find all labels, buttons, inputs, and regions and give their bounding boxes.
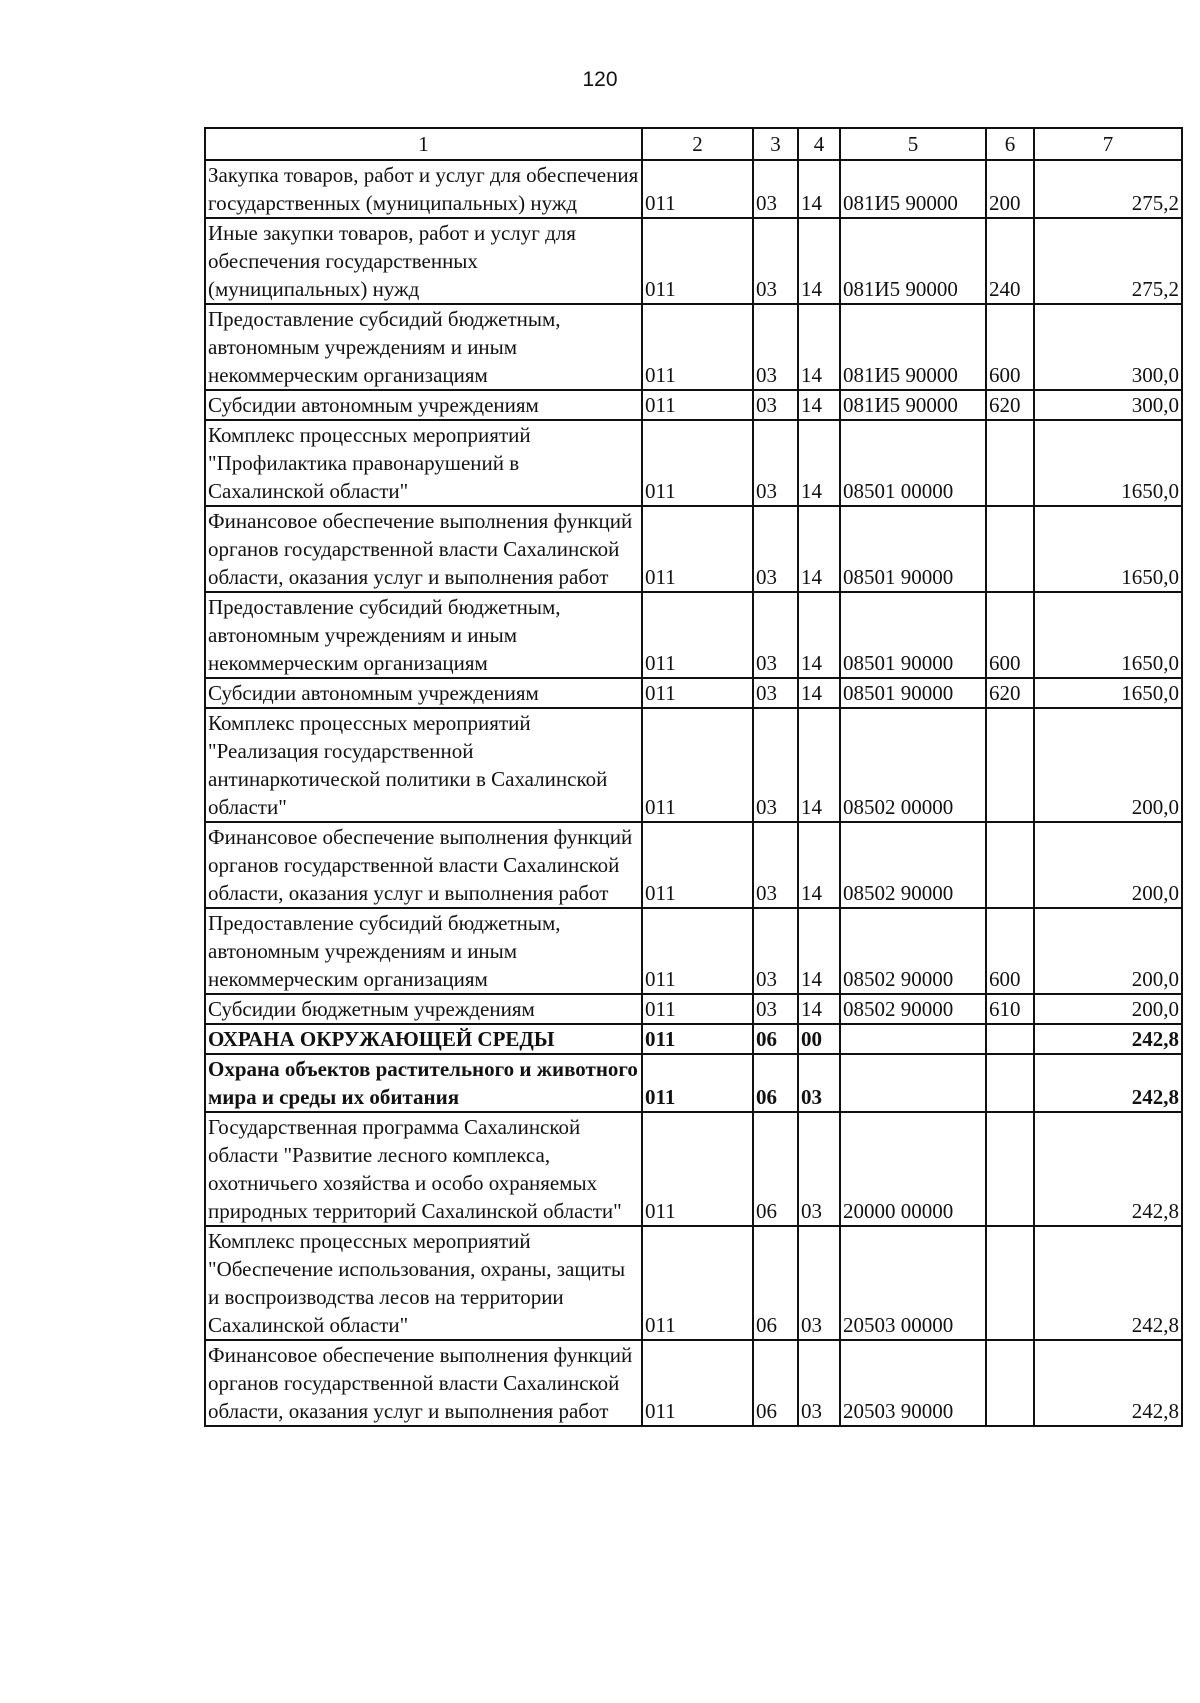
expense-type-cell xyxy=(986,420,1034,506)
row-name-cell: Комплекс процессных мероприятий "Реализация государственной антинаркотической политики в Сахалинской области" xyxy=(205,708,642,822)
subsection-cell: 14 xyxy=(798,304,840,390)
amount-cell: 300,0 xyxy=(1034,390,1182,420)
admin-code-cell: 011 xyxy=(642,994,753,1024)
amount-cell: 242,8 xyxy=(1034,1112,1182,1226)
section-cell: 03 xyxy=(753,678,798,708)
subsection-cell: 03 xyxy=(798,1054,840,1112)
section-cell: 03 xyxy=(753,708,798,822)
row-name-cell: Субсидии автономным учреждениям xyxy=(205,678,642,708)
table-row xyxy=(205,160,1182,218)
section-cell: 06 xyxy=(753,1054,798,1112)
expense-type-cell xyxy=(986,506,1034,592)
admin-code-cell: 011 xyxy=(642,708,753,822)
subsection-cell: 14 xyxy=(798,822,840,908)
admin-code-cell: 011 xyxy=(642,304,753,390)
section-cell: 03 xyxy=(753,390,798,420)
admin-code-cell: 011 xyxy=(642,592,753,678)
row-name-cell: Предоставление субсидий бюджетным, автономным учреждениям и иным некоммерческим организациям xyxy=(205,304,642,390)
expense-type-cell: 240 xyxy=(986,218,1034,304)
target-article-cell: 08502 90000 xyxy=(840,908,986,994)
budget-table xyxy=(204,127,1183,1427)
column-header: 5 xyxy=(840,128,986,160)
section-cell: 03 xyxy=(753,160,798,218)
target-article-cell: 081И5 90000 xyxy=(840,218,986,304)
target-article-cell: 08501 90000 xyxy=(840,678,986,708)
row-name-cell: Охрана объектов растительного и животного мира и среды их обитания xyxy=(205,1054,642,1112)
expense-type-cell: 200 xyxy=(986,160,1034,218)
target-article-cell xyxy=(840,1024,986,1054)
admin-code-cell: 011 xyxy=(642,390,753,420)
subsection-cell: 14 xyxy=(798,678,840,708)
table-row xyxy=(205,1054,1182,1112)
subsection-cell: 14 xyxy=(798,390,840,420)
amount-cell: 200,0 xyxy=(1034,994,1182,1024)
column-header: 7 xyxy=(1034,128,1182,160)
section-cell: 06 xyxy=(753,1340,798,1426)
target-article-cell: 081И5 90000 xyxy=(840,304,986,390)
row-name-cell: Предоставление субсидий бюджетным, автономным учреждениям и иным некоммерческим организациям xyxy=(205,908,642,994)
amount-cell: 200,0 xyxy=(1034,822,1182,908)
row-name-cell: Комплекс процессных мероприятий "Обеспечение использования, охраны, защиты и воспроизводства лесов на территории Сахалинской области" xyxy=(205,1226,642,1340)
admin-code-cell: 011 xyxy=(642,1226,753,1340)
subsection-cell: 14 xyxy=(798,218,840,304)
expense-type-cell: 610 xyxy=(986,994,1034,1024)
row-name-cell: Государственная программа Сахалинской области "Развитие лесного комплекса, охотничьего хозяйства и особо охраняемых природных территорий Сахалинской области" xyxy=(205,1112,642,1226)
amount-cell: 1650,0 xyxy=(1034,420,1182,506)
row-name-cell: Субсидии автономным учреждениям xyxy=(205,390,642,420)
amount-cell: 200,0 xyxy=(1034,908,1182,994)
table-row xyxy=(205,1340,1182,1426)
expense-type-cell xyxy=(986,1340,1034,1426)
row-name-cell: Закупка товаров, работ и услуг для обеспечения государственных (муниципальных) нужд xyxy=(205,160,642,218)
section-cell: 03 xyxy=(753,506,798,592)
target-article-cell: 08501 90000 xyxy=(840,592,986,678)
expense-type-cell xyxy=(986,1112,1034,1226)
target-article-cell: 08502 90000 xyxy=(840,822,986,908)
section-cell: 03 xyxy=(753,304,798,390)
row-name-cell: Финансовое обеспечение выполнения функций органов государственной власти Сахалинской области, оказания услуг и выполнения работ xyxy=(205,506,642,592)
column-header: 3 xyxy=(753,128,798,160)
table-row xyxy=(205,218,1182,304)
section-cell: 03 xyxy=(753,994,798,1024)
admin-code-cell: 011 xyxy=(642,1024,753,1054)
target-article-cell xyxy=(840,1054,986,1112)
target-article-cell: 081И5 90000 xyxy=(840,160,986,218)
subsection-cell: 14 xyxy=(798,994,840,1024)
amount-cell: 242,8 xyxy=(1034,1226,1182,1340)
admin-code-cell: 011 xyxy=(642,678,753,708)
row-name-cell: Субсидии бюджетным учреждениям xyxy=(205,994,642,1024)
amount-cell: 1650,0 xyxy=(1034,678,1182,708)
amount-cell: 1650,0 xyxy=(1034,506,1182,592)
section-cell: 06 xyxy=(753,1112,798,1226)
admin-code-cell: 011 xyxy=(642,1054,753,1112)
target-article-cell: 20503 90000 xyxy=(840,1340,986,1426)
amount-cell: 242,8 xyxy=(1034,1024,1182,1054)
table-row xyxy=(205,304,1182,390)
admin-code-cell: 011 xyxy=(642,420,753,506)
section-cell: 06 xyxy=(753,1226,798,1340)
expense-type-cell xyxy=(986,1054,1034,1112)
table-row xyxy=(205,822,1182,908)
row-name-cell: Иные закупки товаров, работ и услуг для обеспечения государственных (муниципальных) нужд xyxy=(205,218,642,304)
admin-code-cell: 011 xyxy=(642,506,753,592)
table-row xyxy=(205,1024,1182,1054)
row-name-cell: ОХРАНА ОКРУЖАЮЩЕЙ СРЕДЫ xyxy=(205,1024,642,1054)
amount-cell: 275,2 xyxy=(1034,160,1182,218)
subsection-cell: 00 xyxy=(798,1024,840,1054)
target-article-cell: 20503 00000 xyxy=(840,1226,986,1340)
expense-type-cell: 620 xyxy=(986,678,1034,708)
expense-type-cell xyxy=(986,822,1034,908)
row-name-cell: Комплекс процессных мероприятий "Профилактика правонарушений в Сахалинской области" xyxy=(205,420,642,506)
admin-code-cell: 011 xyxy=(642,822,753,908)
amount-cell: 242,8 xyxy=(1034,1340,1182,1426)
table-row xyxy=(205,678,1182,708)
target-article-cell: 08502 90000 xyxy=(840,994,986,1024)
target-article-cell: 08502 00000 xyxy=(840,708,986,822)
table-row xyxy=(205,908,1182,994)
row-name-cell: Предоставление субсидий бюджетным, автономным учреждениям и иным некоммерческим организациям xyxy=(205,592,642,678)
table-header-row xyxy=(205,128,1182,160)
table-row xyxy=(205,506,1182,592)
column-header: 4 xyxy=(798,128,840,160)
column-header: 6 xyxy=(986,128,1034,160)
expense-type-cell xyxy=(986,708,1034,822)
row-name-cell: Финансовое обеспечение выполнения функций органов государственной власти Сахалинской области, оказания услуг и выполнения работ xyxy=(205,1340,642,1426)
target-article-cell: 08501 00000 xyxy=(840,420,986,506)
amount-cell: 300,0 xyxy=(1034,304,1182,390)
section-cell: 03 xyxy=(753,218,798,304)
section-cell: 03 xyxy=(753,420,798,506)
admin-code-cell: 011 xyxy=(642,160,753,218)
table-body xyxy=(205,160,1182,1426)
expense-type-cell: 620 xyxy=(986,390,1034,420)
target-article-cell: 081И5 90000 xyxy=(840,390,986,420)
expense-type-cell xyxy=(986,1226,1034,1340)
admin-code-cell: 011 xyxy=(642,218,753,304)
subsection-cell: 14 xyxy=(798,708,840,822)
subsection-cell: 14 xyxy=(798,420,840,506)
expense-type-cell xyxy=(986,1024,1034,1054)
amount-cell: 242,8 xyxy=(1034,1054,1182,1112)
subsection-cell: 03 xyxy=(798,1226,840,1340)
column-header: 2 xyxy=(642,128,753,160)
column-header: 1 xyxy=(205,128,642,160)
table-row xyxy=(205,708,1182,822)
subsection-cell: 14 xyxy=(798,506,840,592)
table-row xyxy=(205,592,1182,678)
admin-code-cell: 011 xyxy=(642,1340,753,1426)
section-cell: 06 xyxy=(753,1024,798,1054)
table-row xyxy=(205,994,1182,1024)
subsection-cell: 14 xyxy=(798,908,840,994)
page-number: 120 xyxy=(582,68,618,91)
amount-cell: 200,0 xyxy=(1034,708,1182,822)
subsection-cell: 14 xyxy=(798,160,840,218)
subsection-cell: 03 xyxy=(798,1112,840,1226)
table-row xyxy=(205,390,1182,420)
section-cell: 03 xyxy=(753,908,798,994)
expense-type-cell: 600 xyxy=(986,908,1034,994)
target-article-cell: 20000 00000 xyxy=(840,1112,986,1226)
expense-type-cell: 600 xyxy=(986,304,1034,390)
expense-type-cell: 600 xyxy=(986,592,1034,678)
subsection-cell: 03 xyxy=(798,1340,840,1426)
subsection-cell: 14 xyxy=(798,592,840,678)
admin-code-cell: 011 xyxy=(642,1112,753,1226)
section-cell: 03 xyxy=(753,822,798,908)
amount-cell: 275,2 xyxy=(1034,218,1182,304)
target-article-cell: 08501 90000 xyxy=(840,506,986,592)
table-row xyxy=(205,420,1182,506)
section-cell: 03 xyxy=(753,592,798,678)
row-name-cell: Финансовое обеспечение выполнения функций органов государственной власти Сахалинской области, оказания услуг и выполнения работ xyxy=(205,822,642,908)
admin-code-cell: 011 xyxy=(642,908,753,994)
amount-cell: 1650,0 xyxy=(1034,592,1182,678)
table-row xyxy=(205,1112,1182,1226)
table-row xyxy=(205,1226,1182,1340)
